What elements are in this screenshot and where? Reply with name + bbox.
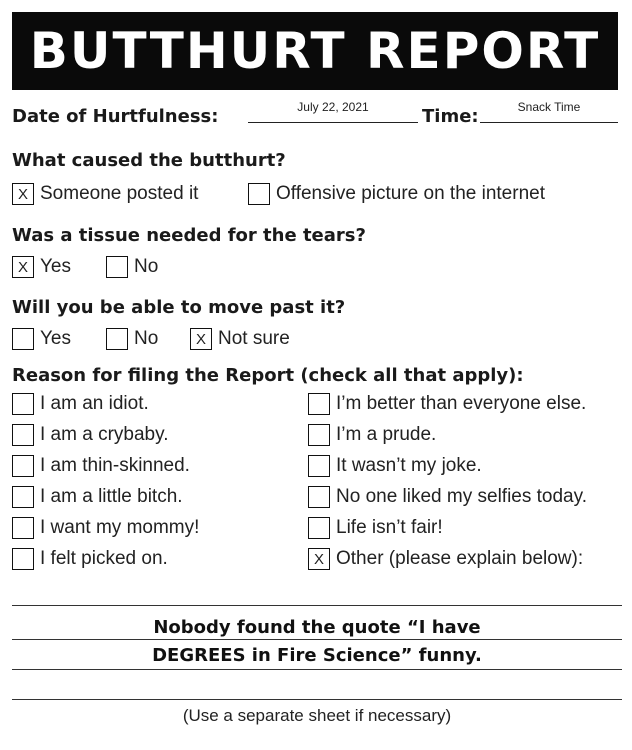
checkbox[interactable] — [308, 486, 330, 508]
reason-label: I’m a prude. — [336, 424, 437, 445]
reason-right-1[interactable] — [308, 393, 586, 415]
reason-label: I want my mommy! — [40, 517, 200, 538]
time-label: Time: — [422, 106, 479, 127]
time-field[interactable]: Snack Time — [480, 100, 618, 123]
option-move-no[interactable] — [106, 328, 158, 350]
question-move-past: Will you be able to move past it? — [12, 297, 346, 318]
option-someone-posted-it[interactable] — [12, 183, 198, 205]
checkbox[interactable] — [106, 328, 128, 350]
option-offensive-picture[interactable] — [248, 183, 545, 205]
checkbox[interactable] — [106, 256, 128, 278]
date-label: Date of Hurtfulness: — [12, 106, 219, 127]
question-tissue: Was a tissue needed for the tears? — [12, 225, 366, 246]
reason-label: I’m better than everyone else. — [336, 393, 587, 414]
reason-label: No one liked my selfies today. — [336, 486, 587, 507]
reason-label: Other (please explain below): — [336, 548, 584, 569]
date-field[interactable]: July 22, 2021 — [248, 100, 418, 123]
reason-left-4[interactable] — [12, 486, 183, 508]
writing-line — [12, 669, 622, 670]
option-label: Offensive picture on the internet — [276, 183, 545, 204]
checkbox[interactable]: X — [12, 256, 34, 278]
checkbox[interactable] — [308, 455, 330, 477]
report-title: BUTTHURT REPORT — [12, 12, 618, 90]
checkbox[interactable]: X — [190, 328, 212, 350]
option-tissue-no[interactable] — [106, 256, 158, 278]
option-tissue-yes[interactable] — [12, 256, 71, 278]
reason-right-3[interactable] — [308, 455, 482, 477]
option-move-yes[interactable] — [12, 328, 71, 350]
checkbox[interactable] — [248, 183, 270, 205]
writing-line — [12, 605, 622, 606]
checkbox[interactable] — [12, 424, 34, 446]
date-time-row — [12, 100, 618, 132]
writing-line — [12, 639, 622, 640]
checkbox[interactable] — [308, 393, 330, 415]
reason-label: It wasn’t my joke. — [336, 455, 482, 476]
option-label: Someone posted it — [40, 183, 199, 204]
reason-left-5[interactable] — [12, 517, 199, 539]
reason-left-1[interactable] — [12, 393, 149, 415]
reason-left-2[interactable] — [12, 424, 168, 446]
checkbox[interactable] — [12, 455, 34, 477]
checkbox[interactable] — [308, 517, 330, 539]
option-move-not-sure[interactable] — [190, 328, 290, 350]
reason-label: I am a little bitch. — [40, 486, 183, 507]
question-cause: What caused the butthurt? — [12, 150, 286, 171]
reasons-heading: Reason for filing the Report (check all that apply): — [12, 365, 524, 386]
checkbox[interactable] — [12, 393, 34, 415]
option-label: No — [134, 328, 159, 349]
checkbox[interactable] — [12, 328, 34, 350]
reason-label: Life isn’t fair! — [336, 517, 443, 538]
checkbox[interactable] — [308, 424, 330, 446]
checkbox[interactable] — [12, 548, 34, 570]
checkbox[interactable]: X — [12, 183, 34, 205]
reason-right-6[interactable] — [308, 548, 583, 570]
checkbox[interactable] — [12, 517, 34, 539]
option-label: Not sure — [218, 328, 290, 349]
checkbox[interactable]: X — [308, 548, 330, 570]
reason-left-6[interactable] — [12, 548, 168, 570]
explanation-line-1[interactable]: Nobody found the quote “I have — [153, 617, 481, 638]
reason-label: I am a crybaby. — [40, 424, 169, 445]
explanation-line-2[interactable]: DEGREES in Fire Science” funny. — [152, 645, 482, 666]
option-label: Yes — [40, 328, 71, 349]
option-label: No — [134, 256, 159, 277]
reason-right-4[interactable] — [308, 486, 587, 508]
reason-label: I felt picked on. — [40, 548, 168, 569]
reason-right-2[interactable] — [308, 424, 436, 446]
footnote: (Use a separate sheet if necessary) — [182, 706, 452, 725]
option-label: Yes — [40, 256, 71, 277]
reason-left-3[interactable] — [12, 455, 190, 477]
reason-right-5[interactable] — [308, 517, 443, 539]
reason-label: I am thin-skinned. — [40, 455, 190, 476]
writing-line — [12, 699, 622, 700]
checkbox[interactable] — [12, 486, 34, 508]
reason-label: I am an idiot. — [40, 393, 149, 414]
